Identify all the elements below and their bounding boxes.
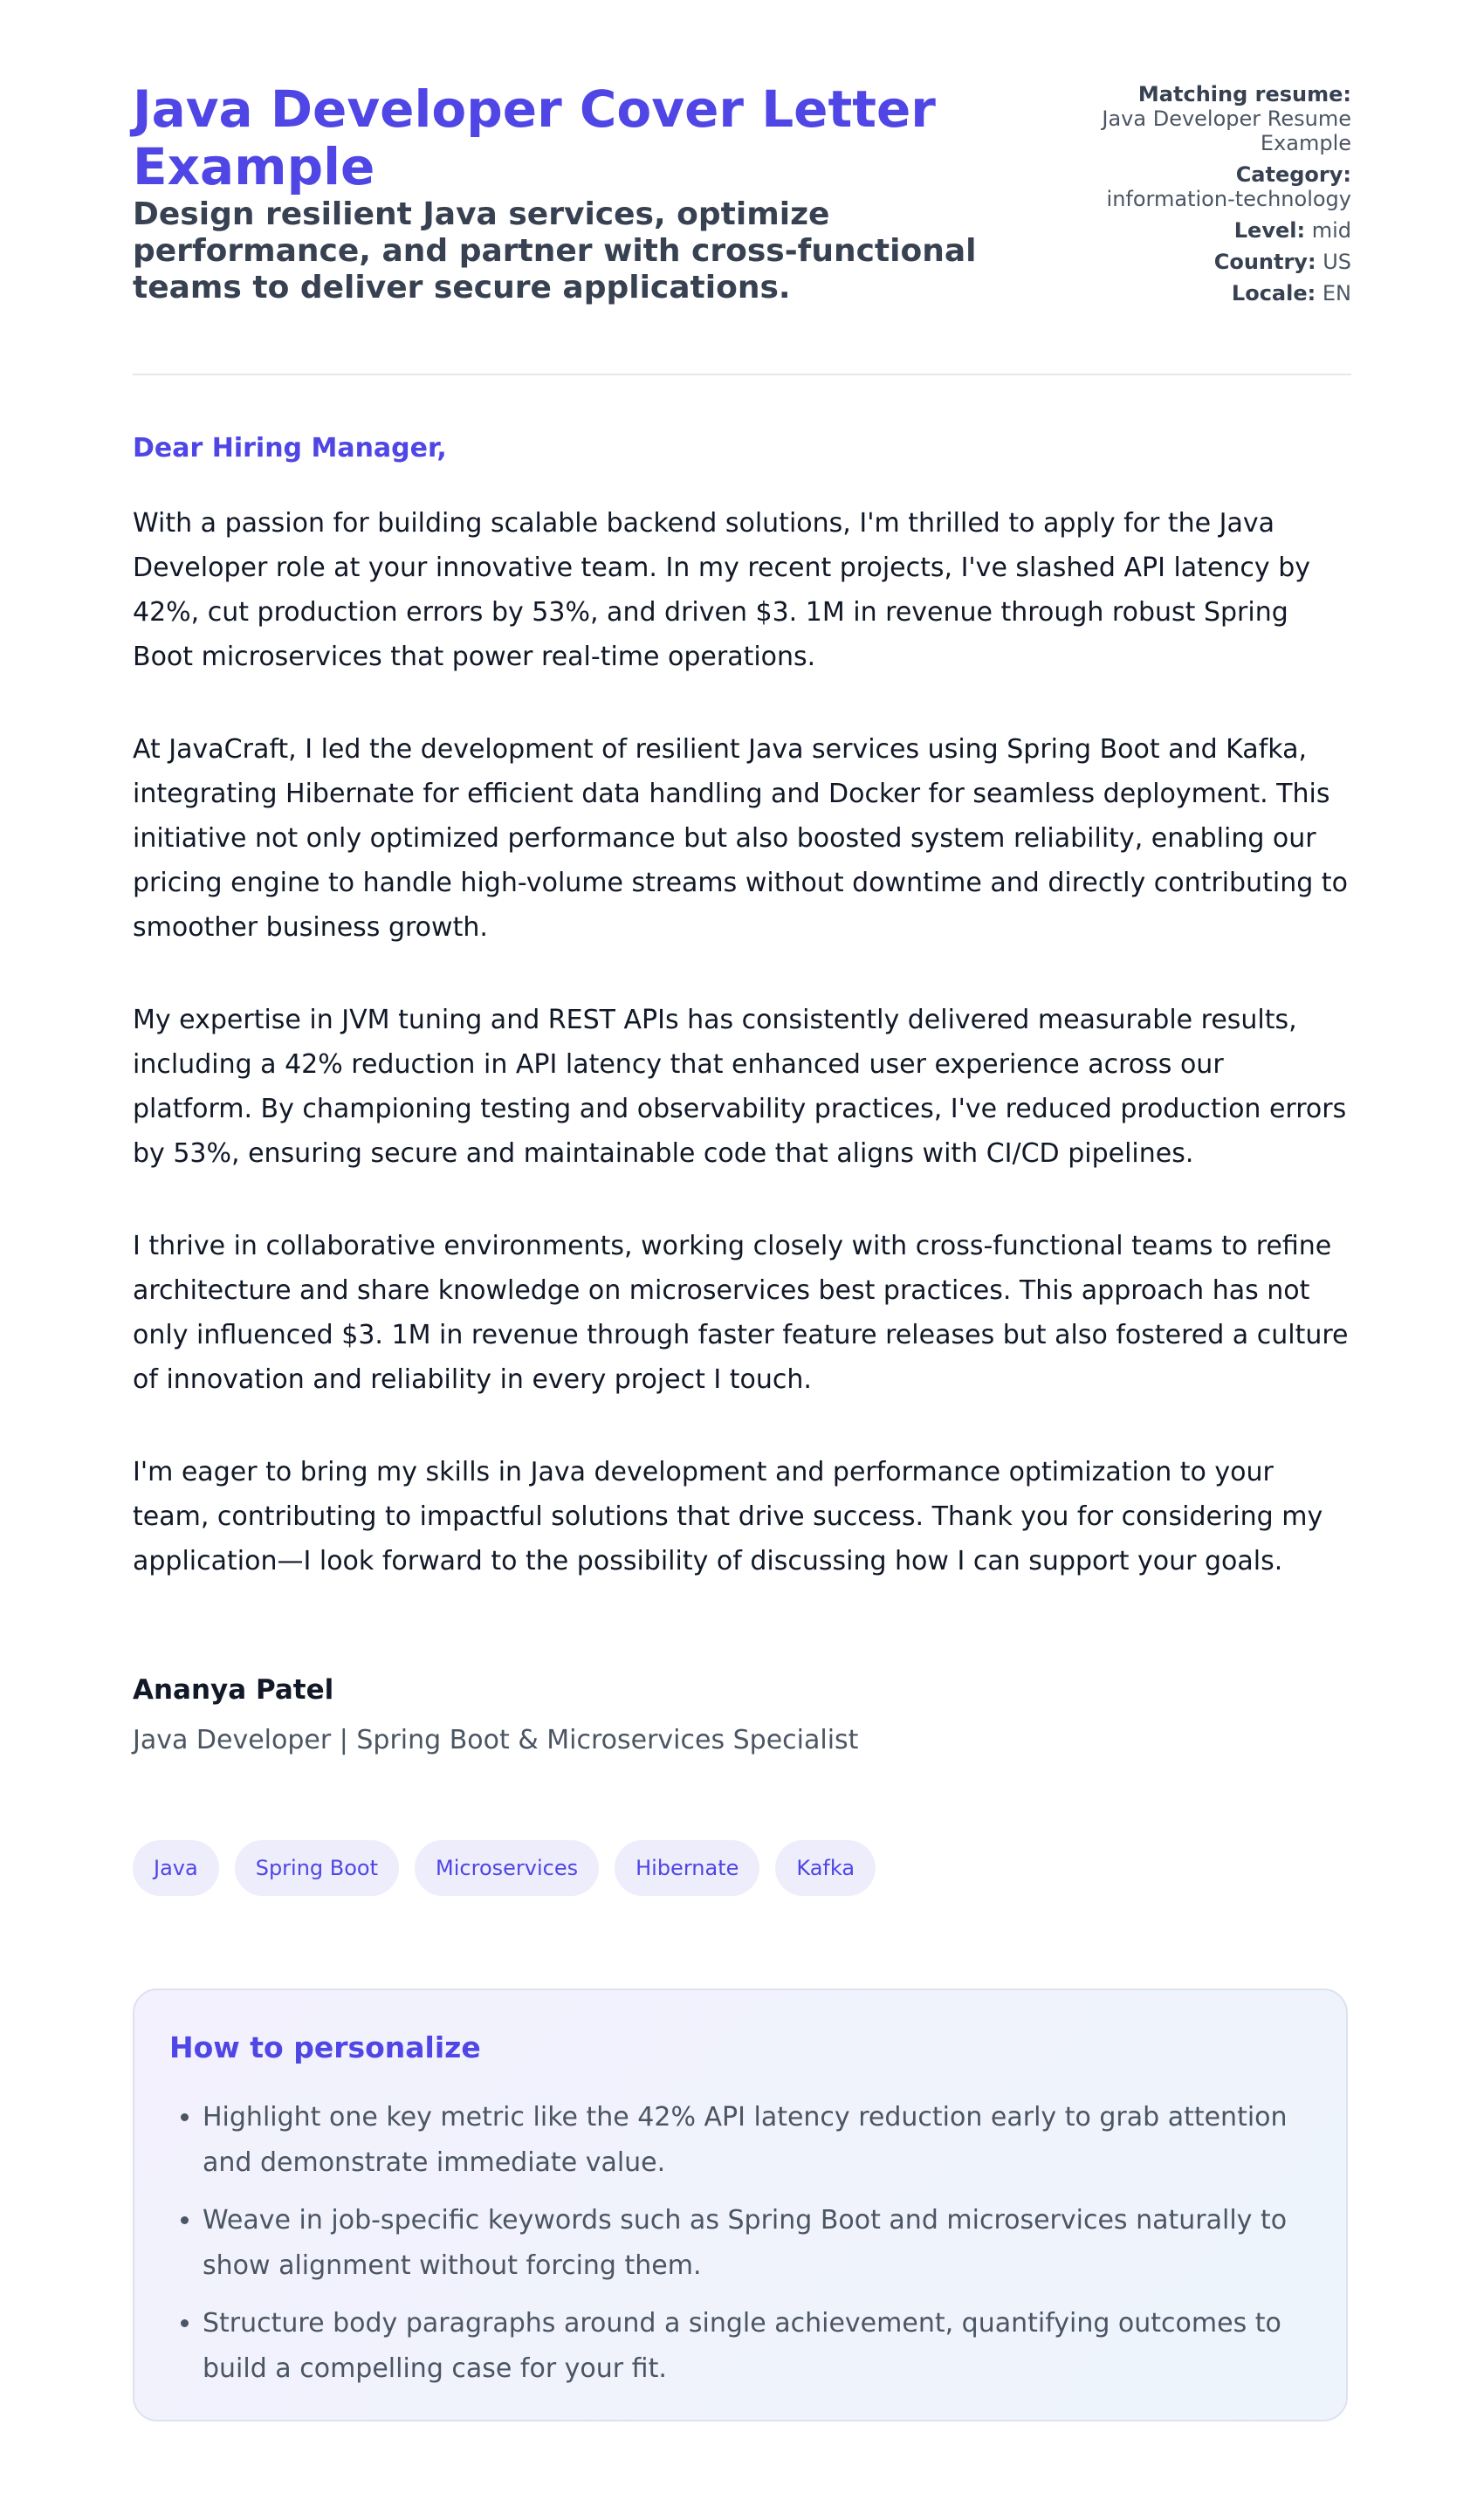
skill-tag: Hibernate [615,1840,759,1896]
meta-category [1089,162,1351,211]
meta-matching-resume [1089,82,1351,155]
meta-label: Locale: [1231,281,1316,306]
page-header [133,0,1351,375]
letter-paragraph: My expertise in JVM tuning and REST APIs has consistently delivered measurable results, including a 42% reduction in API latency that enhanced user experience across our platform. By championing testing and observability practices, I've reduced production errors by 53%, ensuring secure and maintainable code that aligns with CI/CD pipelines. [133,1005,1347,1169]
cover-letter-page [133,0,1351,2384]
personalize-tips-box [133,1988,1348,2421]
page-subtitle: Design resilient Java services, optimize performance, and partner with cross-functional teams to deliver secure applications. [133,196,977,306]
meta-value: EN [1322,281,1351,306]
meta-value: Java Developer Resume Example [1102,106,1351,155]
tip-item: • Highlight one key metric like the 42% API latency reduction early to grab attention and demonstrate immediate value. [203,2095,1337,2186]
letter-paragraph: With a passion for building scalable backend solutions, I'm thrilled to apply for the Java Developer role at your innovative team. In my recent projects, I've slashed API latency by 42%, cut production errors by 53%, and driven $3. 1M in revenue through robust Spring Boot microservices that power real-time operations. [133,508,1310,672]
signature-name: Ananya Patel [133,1674,334,1706]
letter-body [133,501,1351,1631]
tip-item: • Structure body paragraphs around a single achievement, quantifying outcomes to build a compelling case for your fit. [203,2301,1337,2392]
signature-title: Java Developer | Spring Boot & Microservices Specialist [133,1725,859,1755]
tips-list [169,2095,1337,2404]
meta-label: Matching resume: [1137,82,1351,106]
skill-tag: Microservices [415,1840,599,1896]
meta-value: mid [1311,218,1351,243]
meta-panel [1089,82,1351,313]
tips-title: How to personalize [169,2030,481,2064]
skill-tag: Kafka [775,1840,876,1896]
letter-paragraph: I'm eager to bring my skills in Java development and performance optimization to your team, contributing to impactful solutions that drive success. Thank you for considering my application—I look forward to the possibility of discussing how I can support your goals. [133,1457,1323,1576]
meta-value: information-technology [1106,187,1351,211]
letter-paragraph: I thrive in collaborative environments, working closely with cross-functional teams to refine architecture and share knowledge on microservices best practices. This approach has not only influenced $3. 1M in revenue through faster feature releases but also fostered a culture of innovation and reliability in every project I touch. [133,1231,1349,1395]
meta-label: Category: [1235,162,1351,187]
meta-level [1089,218,1351,243]
meta-country [1089,250,1351,274]
meta-locale [1089,281,1351,306]
letter-paragraph: At JavaCraft, I led the development of resilient Java services using Spring Boot and Kafka, integrating Hibernate for efficient data handling and Docker for seamless deployment. This initiative not only optimized performance but also boosted system reliability, enabling our pricing engine to handle high-volume streams without downtime and directly contributing to smoother business growth. [133,734,1348,943]
skill-tag: Spring Boot [235,1840,399,1896]
skill-tags [133,1840,876,1896]
letter-greeting: Dear Hiring Manager, [133,433,447,464]
meta-label: Country: [1213,250,1316,274]
meta-label: Level: [1233,218,1306,243]
page-title: Java Developer Cover Letter Example [133,79,936,196]
tip-item: • Weave in job-specific keywords such as Spring Boot and microservices naturally to show alignment without forcing them. [203,2198,1337,2289]
meta-value: US [1323,250,1351,274]
skill-tag: Java [133,1840,219,1896]
